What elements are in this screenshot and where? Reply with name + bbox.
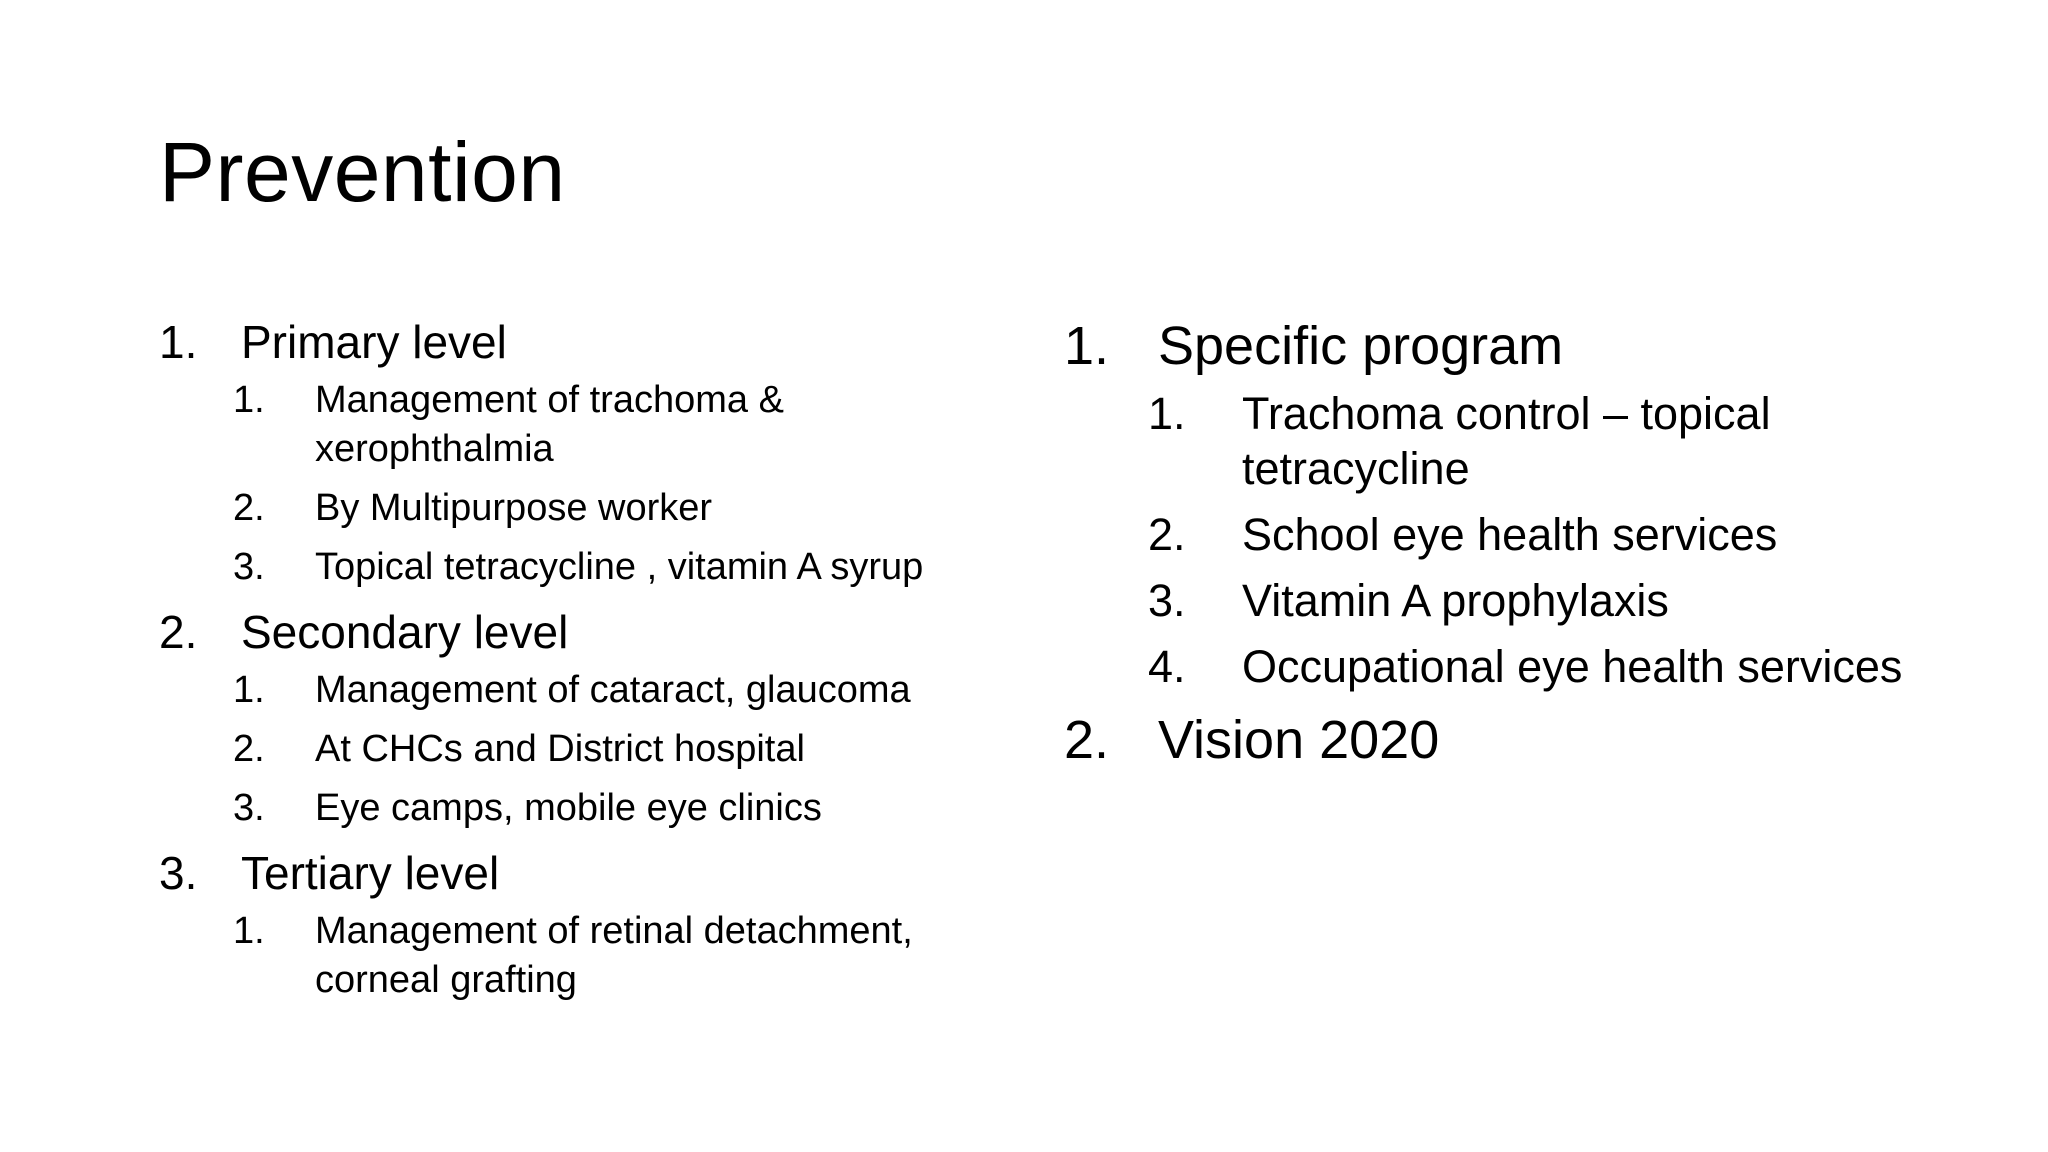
list-number: 3. bbox=[159, 847, 198, 899]
sub-list-number: 1. bbox=[233, 379, 265, 421]
list-number: 2. bbox=[159, 606, 198, 658]
sub-list-number: 1. bbox=[1148, 388, 1186, 439]
sub-list bbox=[1148, 386, 1924, 694]
sub-list-item-label: Management of cataract, glaucoma bbox=[315, 669, 911, 711]
sub-list-item-label: Management of trachoma & xerophthalmia bbox=[315, 379, 784, 470]
sub-list-item bbox=[233, 376, 1019, 474]
sub-list-item-label: Topical tetracycline , vitamin A syrup bbox=[315, 546, 924, 588]
list-item bbox=[159, 843, 1019, 1005]
right-column-list bbox=[1064, 312, 1924, 774]
list-item bbox=[159, 602, 1019, 833]
list-number: 1. bbox=[159, 316, 198, 368]
list-item-label: Specific program bbox=[1158, 316, 1564, 376]
list-item-label: Tertiary level bbox=[241, 847, 500, 899]
sub-list-number: 4. bbox=[1148, 641, 1186, 692]
list-item bbox=[159, 312, 1019, 592]
sub-list-number: 2. bbox=[233, 728, 265, 770]
sub-list-item-label: Vitamin A prophylaxis bbox=[1242, 575, 1669, 626]
sub-list-item-label: School eye health services bbox=[1242, 509, 1778, 560]
sub-list-item bbox=[233, 784, 1019, 833]
sub-list-item-label: Eye camps, mobile eye clinics bbox=[315, 787, 822, 829]
sub-list-item bbox=[233, 484, 1019, 533]
slide-title: Prevention bbox=[159, 125, 566, 219]
list-item-label: Secondary level bbox=[241, 606, 569, 658]
sub-list-item-label: By Multipurpose worker bbox=[315, 487, 713, 529]
sub-list-number: 3. bbox=[233, 546, 265, 588]
sub-list-item bbox=[233, 725, 1019, 774]
sub-list-item bbox=[1148, 386, 1924, 496]
sub-list-item bbox=[1148, 507, 1924, 562]
sub-list-number: 3. bbox=[233, 787, 265, 829]
list-number: 1. bbox=[1064, 316, 1110, 376]
sub-list bbox=[233, 907, 1019, 1005]
sub-list-item-label: Management of retinal detachment, corneal grafting bbox=[315, 910, 913, 1001]
sub-list-number: 2. bbox=[1148, 509, 1186, 560]
sub-list-item bbox=[1148, 639, 1924, 694]
sub-list-item-label: Occupational eye health services bbox=[1242, 641, 1903, 692]
left-column-list bbox=[159, 312, 1019, 1015]
sub-list bbox=[233, 666, 1019, 833]
list-item-label: Vision 2020 bbox=[1158, 710, 1440, 770]
list-item bbox=[1064, 706, 1924, 774]
list-item bbox=[1064, 312, 1924, 694]
sub-list-item bbox=[1148, 573, 1924, 628]
sub-list-number: 1. bbox=[233, 669, 265, 711]
sub-list-item bbox=[233, 907, 1019, 1005]
sub-list-item-label: Trachoma control – topical tetracycline bbox=[1242, 388, 1771, 494]
sub-list-number: 3. bbox=[1148, 575, 1186, 626]
sub-list-number: 2. bbox=[233, 487, 265, 529]
list-number: 2. bbox=[1064, 710, 1110, 770]
sub-list-item bbox=[233, 543, 1019, 592]
list-item-label: Primary level bbox=[241, 316, 507, 368]
sub-list-item bbox=[233, 666, 1019, 715]
sub-list-number: 1. bbox=[233, 910, 265, 952]
sub-list bbox=[233, 376, 1019, 592]
sub-list-item-label: At CHCs and District hospital bbox=[315, 728, 805, 770]
